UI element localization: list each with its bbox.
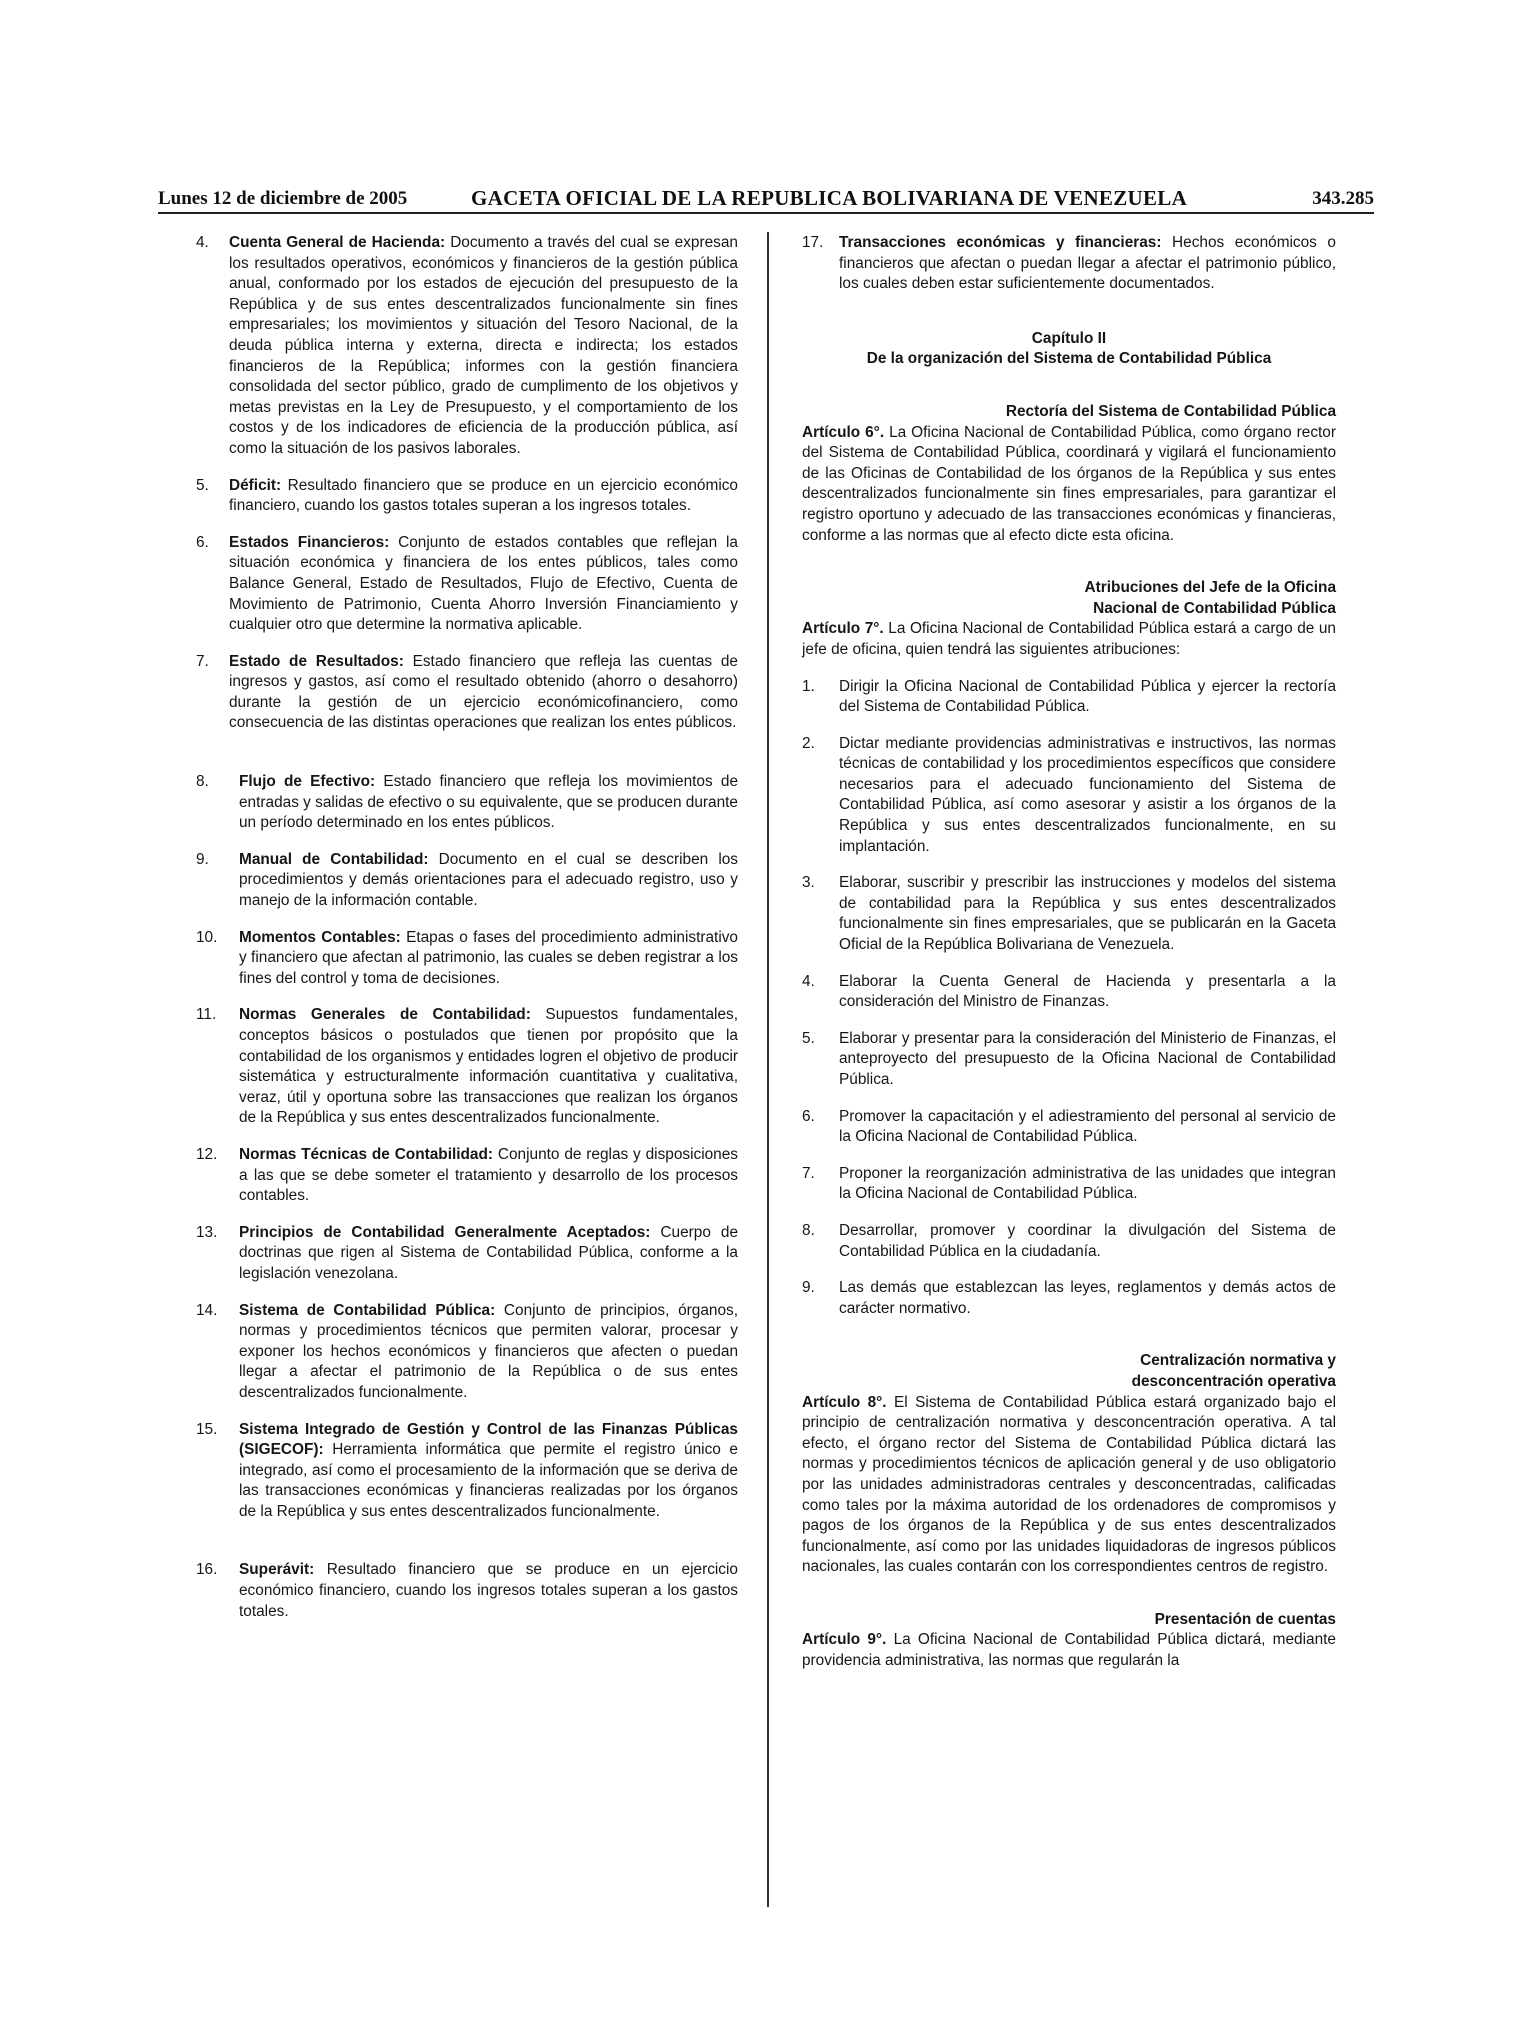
attribution-text: Promover la capacitación y el adiestramiento del personal al servicio de la Oficina Nacional de Contabilidad Pública.	[839, 1107, 1336, 1146]
definition-term: Cuenta General de Hacienda:	[229, 234, 446, 251]
column-separator	[767, 232, 769, 1907]
item-number: 15.	[196, 1420, 218, 1438]
article-7	[802, 619, 1336, 660]
chapter-subtitle: De la organización del Sistema de Contabilidad Pública	[866, 350, 1272, 368]
definition-text: Supuestos fundamentales, conceptos básicos o postulados que tienen por propósito que la contabilidad de los organismos y entidades logren el objetivo de producir sistemática y estructuralmente información cuantitativa y cualitativa, veraz, útil y oportuna sobre las transacciones que realizan los órganos de la República y sus entes descentralizados funcionalmente.	[239, 1006, 738, 1127]
definition-item	[158, 476, 738, 517]
definition-item	[158, 772, 738, 834]
item-number: 9.	[802, 1279, 815, 1297]
attribution-text: Elaborar la Cuenta General de Hacienda y presentarla a la consideración del Ministro de Finanzas.	[839, 972, 1336, 1011]
attribution-item	[802, 873, 1336, 955]
item-number: 10.	[196, 928, 218, 946]
item-number: 16.	[196, 1561, 218, 1579]
section-heading-line: Atribuciones del Jefe de la Oficina	[1084, 579, 1336, 597]
item-number: 9.	[196, 850, 209, 868]
right-column	[802, 233, 1336, 1688]
attribution-item	[802, 734, 1336, 858]
item-number: 4.	[802, 972, 815, 990]
attribution-item	[802, 972, 1336, 1013]
definition-term: Superávit:	[239, 1561, 315, 1579]
article-9	[802, 1630, 1336, 1671]
item-number: 12.	[196, 1145, 218, 1163]
definition-term: Principios de Contabilidad Generalmente Aceptados:	[239, 1223, 651, 1241]
item-number: 13.	[196, 1223, 218, 1241]
item-number: 8.	[802, 1221, 815, 1239]
definition-text: Conjunto de reglas y disposiciones a las que se debe someter el tratamiento y desarrollo de los procesos contables.	[239, 1145, 738, 1205]
definition-item	[158, 1560, 738, 1622]
article-label: Artículo 7°.	[802, 620, 884, 638]
article-text: La Oficina Nacional de Contabilidad Pública estará a cargo de un jefe de oficina, quien tendrá las siguientes atribuciones:	[802, 620, 1336, 658]
article-label: Artículo 8°.	[802, 1393, 887, 1411]
attribution-item	[802, 1107, 1336, 1148]
definition-term: Flujo de Efectivo:	[239, 773, 376, 791]
article-text: La Oficina Nacional de Contabilidad Pública, como órgano rector del Sistema de Contabilidad Pública, coordinará y vigilará el funcionamiento de las Oficinas de Contabilidad de los órganos de la República y sus entes descentralizados funcionalmente sin fines empresariales, para garantizar el registro oportuno y adecuado de las transacciones económicas y financieras, conforme a las normas que al efecto dicte esta oficina.	[802, 423, 1336, 544]
definition-item	[158, 850, 738, 912]
article-6	[802, 423, 1336, 547]
section-heading-line: Nacional de Contabilidad Pública	[1093, 599, 1336, 617]
section-heading: Rectoría del Sistema de Contabilidad Pública	[1005, 402, 1336, 420]
article-8	[802, 1393, 1336, 1578]
attribution-text: Elaborar, suscribir y prescribir las instrucciones y modelos del sistema de contabilidad para la República y sus entes descentralizados funcionalmente sin fines empresariales, que se publicarán en la Gaceta Oficial de la República Bolivariana de Venezuela.	[839, 874, 1336, 954]
definition-term: Estado de Resultados:	[229, 652, 404, 670]
definition-text: Cuerpo de doctrinas que rigen al Sistema de Contabilidad Pública, conforme a la legislación venezolana.	[239, 1223, 739, 1282]
definition-text: Resultado financiero que se produce en un ejercicio económico financiero, cuando los ingresos totales superan a los gastos totales.	[239, 1561, 738, 1620]
article-text: La Oficina Nacional de Contabilidad Pública dictará, mediante providencia administrativa, las normas que regularán la	[802, 1631, 1336, 1670]
chapter-number: Capítulo II	[1031, 329, 1107, 347]
left-column	[158, 233, 738, 1638]
definition-text: Conjunto de principios, órganos, normas y procedimientos técnicos que permiten valorar, procesar y exponer los hechos económicos y financieros que afecten o puedan llegar a afectar el patrimonio de la República o de sus entes descentralizados funcionalmente.	[239, 1301, 738, 1401]
attribution-item	[802, 1278, 1336, 1319]
article-label: Artículo 6°.	[802, 423, 885, 441]
item-number: 7.	[802, 1164, 815, 1182]
definition-text: Conjunto de estados contables que reflejan la situación económica y financiera de los entes públicos, tales como Balance General, Estado de Resultados, Flujo de Efectivo, Cuenta de Movimiento de Patrimonio, Cuenta Ahorro Inversión Financiamiento y cualquier otro que determine la normativa aplicable.	[229, 533, 738, 634]
definition-term: Normas Generales de Contabilidad:	[239, 1006, 531, 1024]
item-number: 1.	[802, 677, 815, 695]
definition-item	[158, 1005, 738, 1129]
section-heading: Presentación de cuentas	[1154, 1610, 1336, 1628]
item-number: 11.	[196, 1006, 217, 1024]
definition-item	[158, 652, 738, 734]
section-heading-line: Centralización normativa y	[1140, 1352, 1336, 1370]
definition-item	[158, 533, 738, 636]
article-label: Artículo 9°.	[802, 1631, 887, 1649]
header-title: GACETA OFICIAL DE LA REPUBLICA BOLIVARIANA DE VENEZUELA	[471, 186, 1188, 210]
definition-term: Normas Técnicas de Contabilidad:	[239, 1145, 494, 1163]
definition-text: Hechos económicos o financieros que afectan o puedan llegar a afectar el patrimonio público, los cuales deben estar suficientemente documentados.	[839, 234, 1336, 293]
definition-text: Herramienta informática que permite el registro único e integrado, así como el procesamiento de la información que se deriva de las transacciones económicas y financieras realizadas por los órganos de la República y sus entes descentralizados funcionalmente.	[239, 1441, 738, 1520]
header-date: Lunes 12 de diciembre de 2005	[158, 188, 408, 209]
definition-term: Manual de Contabilidad:	[239, 850, 429, 868]
definition-term: Estados Financieros:	[229, 533, 390, 551]
attribution-item	[802, 677, 1336, 718]
item-number: 7.	[196, 652, 209, 670]
definition-item	[802, 233, 1336, 295]
attribution-item	[802, 1029, 1336, 1091]
attribution-item	[802, 1164, 1336, 1205]
definition-item	[158, 233, 738, 460]
definition-text: Etapas o fases del procedimiento administrativo y financiero que afectan al patrimonio, las cuales se deben registrar a los fines del control y toma de decisiones.	[239, 928, 738, 987]
definition-text: Documento a través del cual se expresan los resultados operativos, económicos y financieros de la gestión pública anual, conformado por los estados de ejecución del presupuesto de la República y de sus entes descentralizados funcionalmente sin fines empresariales; los movimientos y situación del Tesoro Nacional, de la deuda pública interna y externa, directa e indirecta; los estados financieros de la República; informes con la gestión financiera consolidada del sector público, grado de cumplimento de los objetivos y metas previstas en la Ley de Presupuesto, y el comportamiento de los costos y de los indicadores de eficiencia de la producción pública, así como la situación de los pasivos laborales.	[229, 234, 738, 457]
attribution-text: Proponer la reorganización administrativa de las unidades que integran la Oficina Nacional de Contabilidad Pública.	[839, 1164, 1336, 1203]
attribution-text: Dictar mediante providencias administrativas e instructivos, las normas técnicas de contabilidad y los procedimientos específicos que considere necesarios para el adecuado funcionamiento del Sistema de Contabilidad Pública, así como asesorar y asistir a los órganos de la República y sus entes descentralizados funcionalmente, en su implantación.	[839, 734, 1336, 855]
attribution-text: Desarrollar, promover y coordinar la divulgación del Sistema de Contabilidad Pública en la ciudadanía.	[839, 1221, 1336, 1260]
article-text: El Sistema de Contabilidad Pública estará organizado bajo el principio de centralización normativa y desconcentración operativa. A tal efecto, el órgano rector del Sistema de Contabilidad Pública dictará las normas y procedimientos técnicos de aplicación general y de uso obligatorio por las unidades administradoras centrales y desconcentradas, calificadas como tales por la máxima autoridad de los ordenadores de compromisos y pagos de los órganos de la República y de sus entes descentralizados funcionalmente, así como por las unidades liquidadoras de ingresos públicos nacionales, las cuales contarán con los correspondientes centros de registro.	[802, 1393, 1336, 1576]
definition-item	[158, 928, 738, 990]
definition-text: Resultado financiero que se produce en un ejercicio económico financiero, cuando los gastos totales superan a los ingresos totales.	[229, 476, 738, 515]
item-number: 8.	[196, 773, 209, 791]
item-number: 6.	[802, 1107, 815, 1125]
page-number: 343.285	[1312, 188, 1374, 209]
chapter-title	[802, 329, 1336, 370]
definition-term: Sistema de Contabilidad Pública:	[239, 1301, 496, 1319]
item-number: 17.	[802, 234, 824, 251]
item-number: 5.	[802, 1029, 815, 1047]
attribution-text: Dirigir la Oficina Nacional de Contabilidad Pública y ejercer la rectoría del Sistema de Contabilidad Pública.	[839, 677, 1336, 716]
section-heading	[802, 1351, 1336, 1392]
item-number: 5.	[196, 476, 209, 494]
item-number: 3.	[802, 874, 815, 892]
section-heading	[802, 578, 1336, 619]
item-number: 4.	[196, 234, 209, 251]
definition-item	[158, 1420, 738, 1523]
attribution-item	[802, 1221, 1336, 1262]
item-number: 14.	[196, 1301, 218, 1319]
definition-text: Estado financiero que refleja los movimientos de entradas y salidas de efectivo o su equivalente, que se producen durante un período determinado en los entes públicos.	[239, 773, 739, 832]
definition-term: Transacciones económicas y financieras:	[839, 234, 1162, 251]
item-number: 6.	[196, 533, 209, 551]
header-rule	[158, 212, 1374, 214]
definition-item	[158, 1145, 738, 1207]
attribution-text: Las demás que establezcan las leyes, reglamentos y demás actos de carácter normativo.	[839, 1279, 1336, 1317]
definition-term: Momentos Contables:	[239, 928, 401, 946]
item-number: 2.	[802, 734, 815, 752]
definition-term: Déficit:	[229, 476, 282, 494]
definition-item	[158, 1301, 738, 1404]
definition-text: Documento en el cual se describen los procedimientos y demás orientaciones para el adecuado registro, uso y manejo de la información contable.	[239, 850, 738, 910]
definition-term: Sistema Integrado de Gestión y Control de las Finanzas Públicas (SIGECOF):	[239, 1420, 738, 1459]
definition-text: Estado financiero que refleja las cuentas de ingresos y gastos, así como el resultado obtenido (ahorro o desahorro) durante la gestión de un ejercicio económicofinanciero, como consecuencia de las distintas operaciones que realizan los entes públicos.	[229, 652, 738, 732]
attribution-text: Elaborar y presentar para la consideración del Ministerio de Finanzas, el anteproyecto del presupuesto de la Oficina Nacional de Contabilidad Pública.	[839, 1029, 1336, 1088]
section-heading-line: desconcentración operativa	[1131, 1372, 1336, 1390]
definition-item	[158, 1223, 738, 1285]
